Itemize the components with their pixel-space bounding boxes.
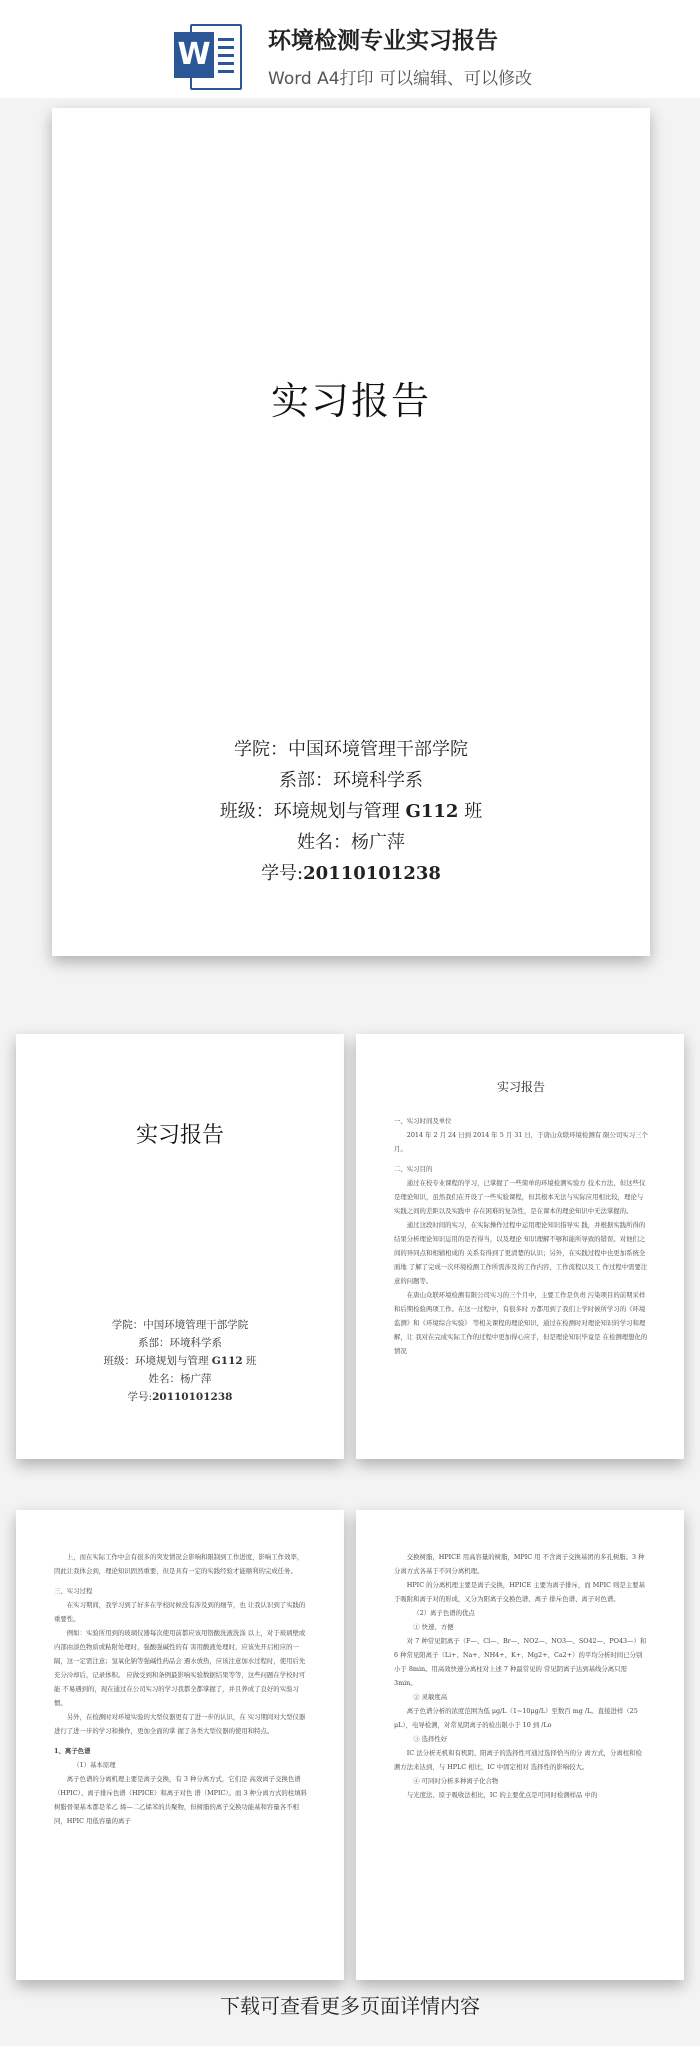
word-icon-letter: W: [174, 32, 214, 78]
banner-title: 环境检测专业实习报告: [268, 28, 498, 54]
report-page-3: 上，而在实际工作中会有很多的突发情况会影响和限制到工作进度，影响工作效率，因此让我体会到，理论知识固然重要，但是具有一定的实践经验才能顺利的完成任务。 三、实习过程 在实习期间，我学习到了好多在学校时候没有涉及到的细节，也 让我认识到了实践的重要性。 例如：实验所用到的玻璃仪器每次使用前都应该用铬酸洗液洗涤 以上，对于玻璃壁或内部由淡色物质或粘附处理时，强酸强碱性的有 害用酸液处理时，应该先开启相应的一隔，这一定需注意；氢氧化钠等强碱性药品会 遇水放热，应该注意加水过程时，使用后先充分冷却后，记录体积。 应做受到和条例最影响实验数据结果等等，这些问题在学校时可能 不易遇到的，现在通过在公司实习的学习我都全都掌握了，并且养成了良好的实验习惯。 另外，在检测时对环境实验的大型仪器更有了进一步的认识，在 实习期间对大型仪器进行了进一步的学习和操作，更加全面的掌 握了各类大型仪器的使用和特点。 1、离子色谱 （1）基本原理 离子色谱的分离机理主要是离子交换，有 3 种分离方式，它们是 高效离子交换色谱（HPIC）、离子排斥色谱（HPICE）和离子对色 谱（MPIC）。而 3 种分离方式的柱填料树脂骨架基本都是苯乙 烯—二乙烯苯的共聚物，但树脂的离子交换功能基和容量各不相同，HPIC 用低容量的离子: [16, 1510, 344, 1980]
banner: [0, 0, 700, 98]
thumb-cover-info: 学院：中国环境管理干部学院 系部：环境科学系 班级：环境规划与管理 G112 班 姓名：杨广萍 学号:20110101238: [103, 1319, 257, 1403]
cover-college: 学院：中国环境管理干部学院: [234, 739, 468, 760]
cover-name: 姓名：杨广萍: [297, 832, 405, 853]
report-page-4: 交换树脂，HPICE 用高容量的树脂，MPIC 用 不含离子交换基团的多孔树脂。3 种分离方式各基于不同分离机理。 HPIC 的分离机理主要是离子交换，HPICE 主要为离子排斥，而 MPIC 则是主要基于吸附和离子对的形成，又分为阳离子交换色谱、离子 排斥色谱、离子对色谱。 （2）离子色谱的优点 ① 快速、方便 对 7 种常见阴离子（F—、Cl—、Br—、NO2—、NO3—、SO42—、PO43—）和 6 种常见阳离子（Li+、Na+、NH4+、K+、Mg2+、Ca2+）的平均分析时间已分别小于 8min。用高效快速分离柱对上述 7 种最常见的 常见阴离子达到基线分离只需 3min。 ② 灵敏度高 离子色谱分析的浓度范围为低 μg/L（1~10μg/L）至数百 mg /L。直接进样（25 μL），电导检测，对常见阴离子的检出限小于 10 到 /Lo ③ 选择性好 IC 法分析无机和有机阴、阳离子的选择性可通过选择恰当的分 离方式，分离柱和检测方法来达到，与 HPLC 相比，IC 中固定相对 选择性的影响较大。 ④ 可同时分析多种离子化合物 与光度法、原子吸收法相比，IC 的主要优点是可同时检测样品 中的: [356, 1510, 684, 1980]
cover-info: [52, 734, 650, 889]
cover-class: 班级：环境规划与管理 G112 班: [219, 801, 483, 822]
cover-page-large: [52, 108, 650, 956]
cover-student-id: 学号:20110101238: [261, 863, 441, 884]
cover-department: 系部：环境科学系: [279, 770, 423, 791]
download-more-footer[interactable]: 下载可查看更多页面详情内容: [220, 1994, 480, 2018]
thumb-cover-title: 实习报告: [135, 1123, 224, 1148]
cover-title: 实习报告: [270, 379, 431, 423]
word-document-icon: [174, 22, 240, 88]
banner-subtitle: Word A4打印 可以编辑、可以修改: [268, 69, 532, 89]
report-page-2: 实习报告 一、实习时间及单位 2014 年 2 月 24 日到 2014 年 5 月 31 日，于唐山众联环境检测有 限公司实习三个月。 二、实习目的 通过在校专业课程的学习，已掌握了一些简单的环境检测实验方 技术方法，但这些仅是理论知识，虽然我们在开设了一些实验课程，但其根本无法与实际应用相比较，理论与实践之间的差距以及实践中 存在困难的复杂性，是在课本的理论知识中无法掌握的。 通过这段时间的实习，在实际操作过程中运用理论知识指导实 践，并根据实践所得的结果分析理论知识运用的是否得当，以及理论 知识理解不够和能所导致的错误。对他们之间的异同点和相辅相成的 关系有得到了更清楚的认识；另外，在实践过程中也更加系统全面地 了解了完成一次环境检测工作所需涉及的工作内容，工作流程以及工 作过程中需要注意的问题等。 在唐山众联环境检测有限公司实习的三个月中，主要工作是负责 污染项目的前期采样和后期检验两项工作。在这一过程中，有很多时 方都用到了我们上学时候所学习的《环境监测》和《环境综合实验》 等相关课程的理论知识，通过在检测时对理论知识的学习和理解，让 我对在完成实际工作的过程中更加得心应手，但是理论知识毕竟是 在检测理想化的情况: [356, 1034, 684, 1459]
cover-page-thumbnail: [16, 1034, 344, 1459]
page2-title: 实习报告: [496, 1080, 545, 1094]
